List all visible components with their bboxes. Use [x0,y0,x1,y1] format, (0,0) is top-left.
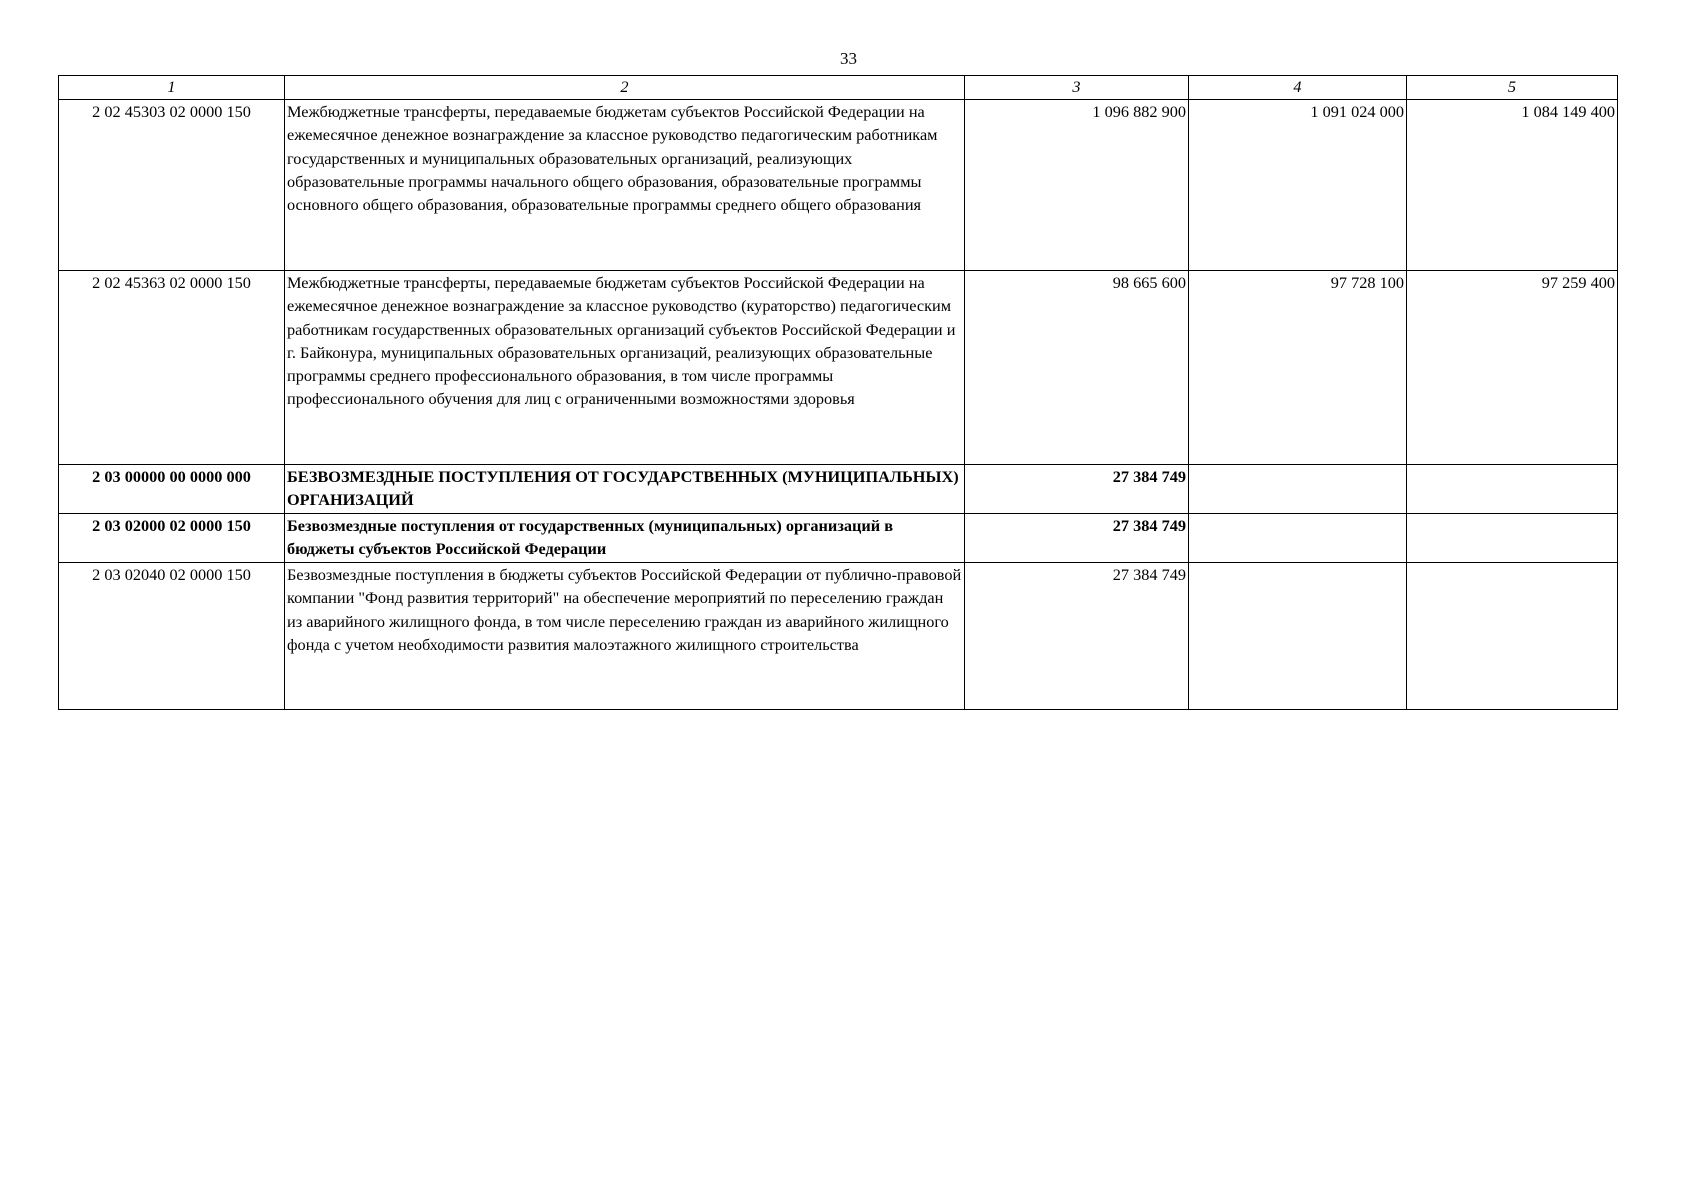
row-amount-col5: 97 259 400 [1407,271,1618,465]
row-code: 2 02 45303 02 0000 150 [59,100,285,271]
row-amount-col3: 1 096 882 900 [965,100,1189,271]
row-amount-col5 [1407,465,1618,514]
row-description: Межбюджетные трансферты, передаваемые бюджетам субъектов Российской Федерации на ежемесячное денежное вознаграждение за классное руководство педагогическим работникам государственных и муниципальных образовательных организаций, реализующих образовательные программы начального общего образования, образовательные программы основного общего образования, образовательные программы среднего общего образования [285,100,965,271]
column-header-1: 1 [59,76,285,100]
table-row [59,271,1618,465]
row-description: Межбюджетные трансферты, передаваемые бюджетам субъектов Российской Федерации на ежемесячное денежное вознаграждение за классное руководство (кураторство) педагогическим работникам государственных образовательных организаций субъектов Российской Федерации и г. Байконура, муниципальных образовательных организаций, реализующих образовательные программы среднего профессионального образования, в том числе программы профессионального обучения для лиц с ограниченными возможностями здоровья [285,271,965,465]
row-amount-col4: 97 728 100 [1189,271,1407,465]
row-amount-col5: 1 084 149 400 [1407,100,1618,271]
row-code: 2 03 02040 02 0000 150 [59,563,285,710]
row-amount-col3: 27 384 749 [965,514,1189,563]
row-amount-col4 [1189,563,1407,710]
row-amount-col4 [1189,465,1407,514]
table-row-bold [59,465,1618,514]
row-description: Безвозмездные поступления от государственных (муниципальных) организаций в бюджеты субъектов Российской Федерации [285,514,965,563]
column-header-3: 3 [965,76,1189,100]
row-description: Безвозмездные поступления в бюджеты субъектов Российской Федерации от публично-правовой компании "Фонд развития территорий" на обеспечение мероприятий по переселению граждан из аварийного жилищного фонда, в том числе переселению граждан из аварийного жилищного фонда с учетом необходимости развития малоэтажного жилищного строительства [285,563,965,710]
row-amount-col3: 98 665 600 [965,271,1189,465]
row-code: 2 03 02000 02 0000 150 [59,514,285,563]
row-amount-col4 [1189,514,1407,563]
row-amount-col4: 1 091 024 000 [1189,100,1407,271]
column-header-4: 4 [1189,76,1407,100]
table-row-bold [59,514,1618,563]
row-description: БЕЗВОЗМЕЗДНЫЕ ПОСТУПЛЕНИЯ ОТ ГОСУДАРСТВЕННЫХ (МУНИЦИПАЛЬНЫХ) ОРГАНИЗАЦИЙ [285,465,965,514]
row-code: 2 02 45363 02 0000 150 [59,271,285,465]
row-amount-col5 [1407,514,1618,563]
column-header-5: 5 [1407,76,1618,100]
table-row [59,100,1618,271]
column-header-2: 2 [285,76,965,100]
row-amount-col3: 27 384 749 [965,563,1189,710]
page-number: 33 [840,49,857,68]
row-code: 2 03 00000 00 0000 000 [59,465,285,514]
column-number-header-row [59,76,1618,100]
budget-revenue-table [58,75,1618,710]
row-amount-col5 [1407,563,1618,710]
table-row [59,563,1618,710]
row-amount-col3: 27 384 749 [965,465,1189,514]
